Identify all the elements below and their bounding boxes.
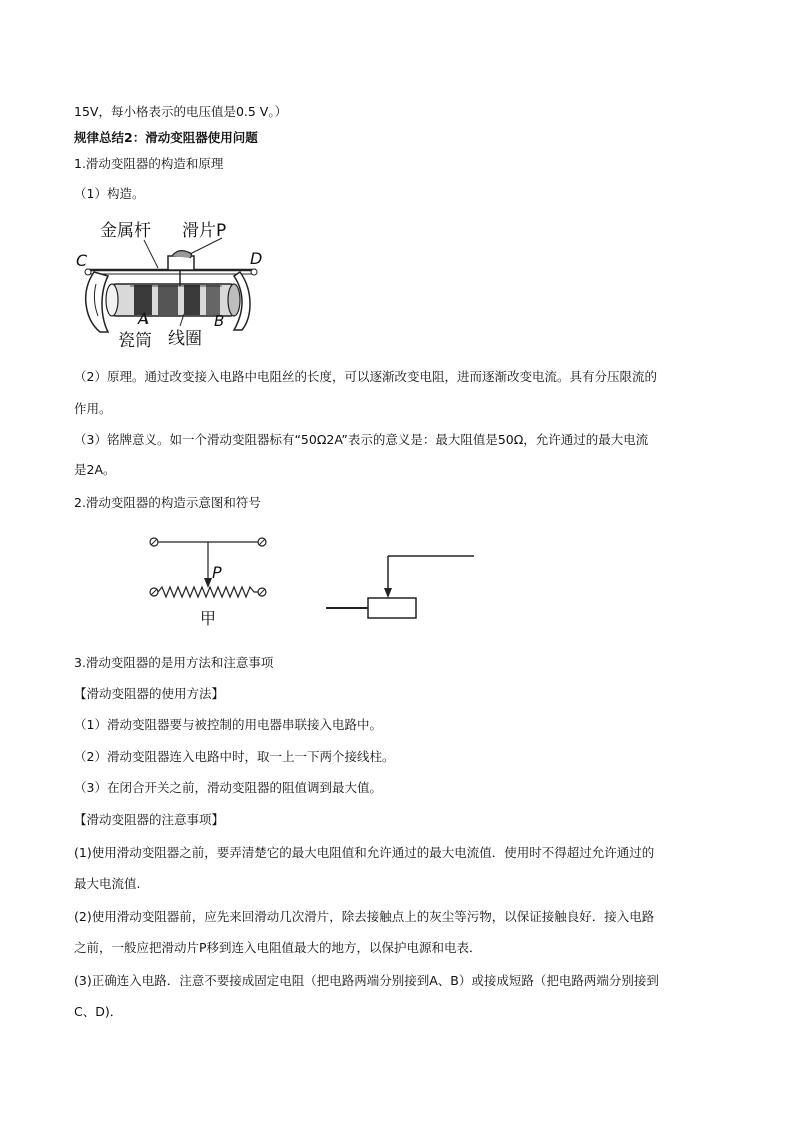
text-line: （3）在闭合开关之前，滑动变阻器的阻值调到最大值。 bbox=[74, 780, 382, 795]
section-heading: 规律总结2：滑动变阻器使用问题 bbox=[74, 130, 258, 145]
label-rod: 金属杆 bbox=[100, 221, 151, 241]
text-line: (1)使用滑动变阻器之前，要弄清楚它的最大电阻值和允许通过的最大电流值．使用时不得超过允许通过的 bbox=[74, 845, 655, 860]
label-coil: 线圈 bbox=[168, 329, 202, 349]
label-jia: 甲 bbox=[200, 609, 217, 628]
label-c: C bbox=[76, 251, 88, 270]
label-tube: 瓷筒 bbox=[118, 331, 152, 351]
rheostat-schematic bbox=[140, 530, 280, 630]
text-line: (2)使用滑动变阻器前，应先来回滑动几次滑片，除去接触点上的灰尘等污物，以保证接触良好．接入电路 bbox=[74, 909, 655, 924]
text-line: 最大电流值. bbox=[74, 876, 141, 891]
subheading: 1.滑动变阻器的构造和原理 bbox=[74, 156, 224, 171]
label-b: B bbox=[214, 312, 225, 330]
subheading: 3.滑动变阻器的是用方法和注意事项 bbox=[74, 655, 274, 670]
text-line: (3)正确连入电路．注意不要接成固定电阻（把电路两端分别接到A、B）或接成短路（把电路两端分别接到 bbox=[74, 973, 659, 988]
subheading: 2.滑动变阻器的构造示意图和符号 bbox=[74, 495, 261, 510]
bracket-heading: 【滑动变阻器的注意事项】 bbox=[74, 812, 225, 827]
text-line: （1）滑动变阻器要与被控制的用电器串联接入电路中。 bbox=[74, 717, 382, 732]
bracket-heading: 【滑动变阻器的使用方法】 bbox=[74, 686, 225, 701]
text-line: （1）构造。 bbox=[74, 186, 145, 201]
rheostat-illustration bbox=[72, 212, 282, 352]
label-a: A bbox=[138, 310, 149, 328]
text-line: 是2A。 bbox=[74, 462, 116, 477]
text-line: C、D)． bbox=[74, 1004, 123, 1019]
text-line: （3）铭牌意义。如一个滑动变阻器标有“50Ω2A”表示的意义是：最大阻值是50Ω，允许通过的最大电流 bbox=[74, 432, 649, 447]
text-line: （2）滑动变阻器连入电路中时，取一上一下两个接线柱。 bbox=[74, 749, 395, 764]
text-line: （2）原理。通过改变接入电路中电阻丝的长度，可以逐渐改变电阻，进而逐渐改变电流。具有分压限流的 bbox=[74, 369, 657, 384]
rheostat-symbol bbox=[320, 548, 480, 628]
label-p: P bbox=[212, 563, 222, 582]
text-line: 15V，每小格表示的电压值是0.5 V。） bbox=[74, 104, 288, 119]
label-d: D bbox=[250, 249, 263, 268]
text-line: 之前，一般应把滑动片P移到连入电阻值最大的地方，以保护电源和电表． bbox=[74, 940, 482, 955]
label-slider: 滑片P bbox=[182, 221, 227, 241]
text-line: 作用。 bbox=[74, 401, 112, 416]
